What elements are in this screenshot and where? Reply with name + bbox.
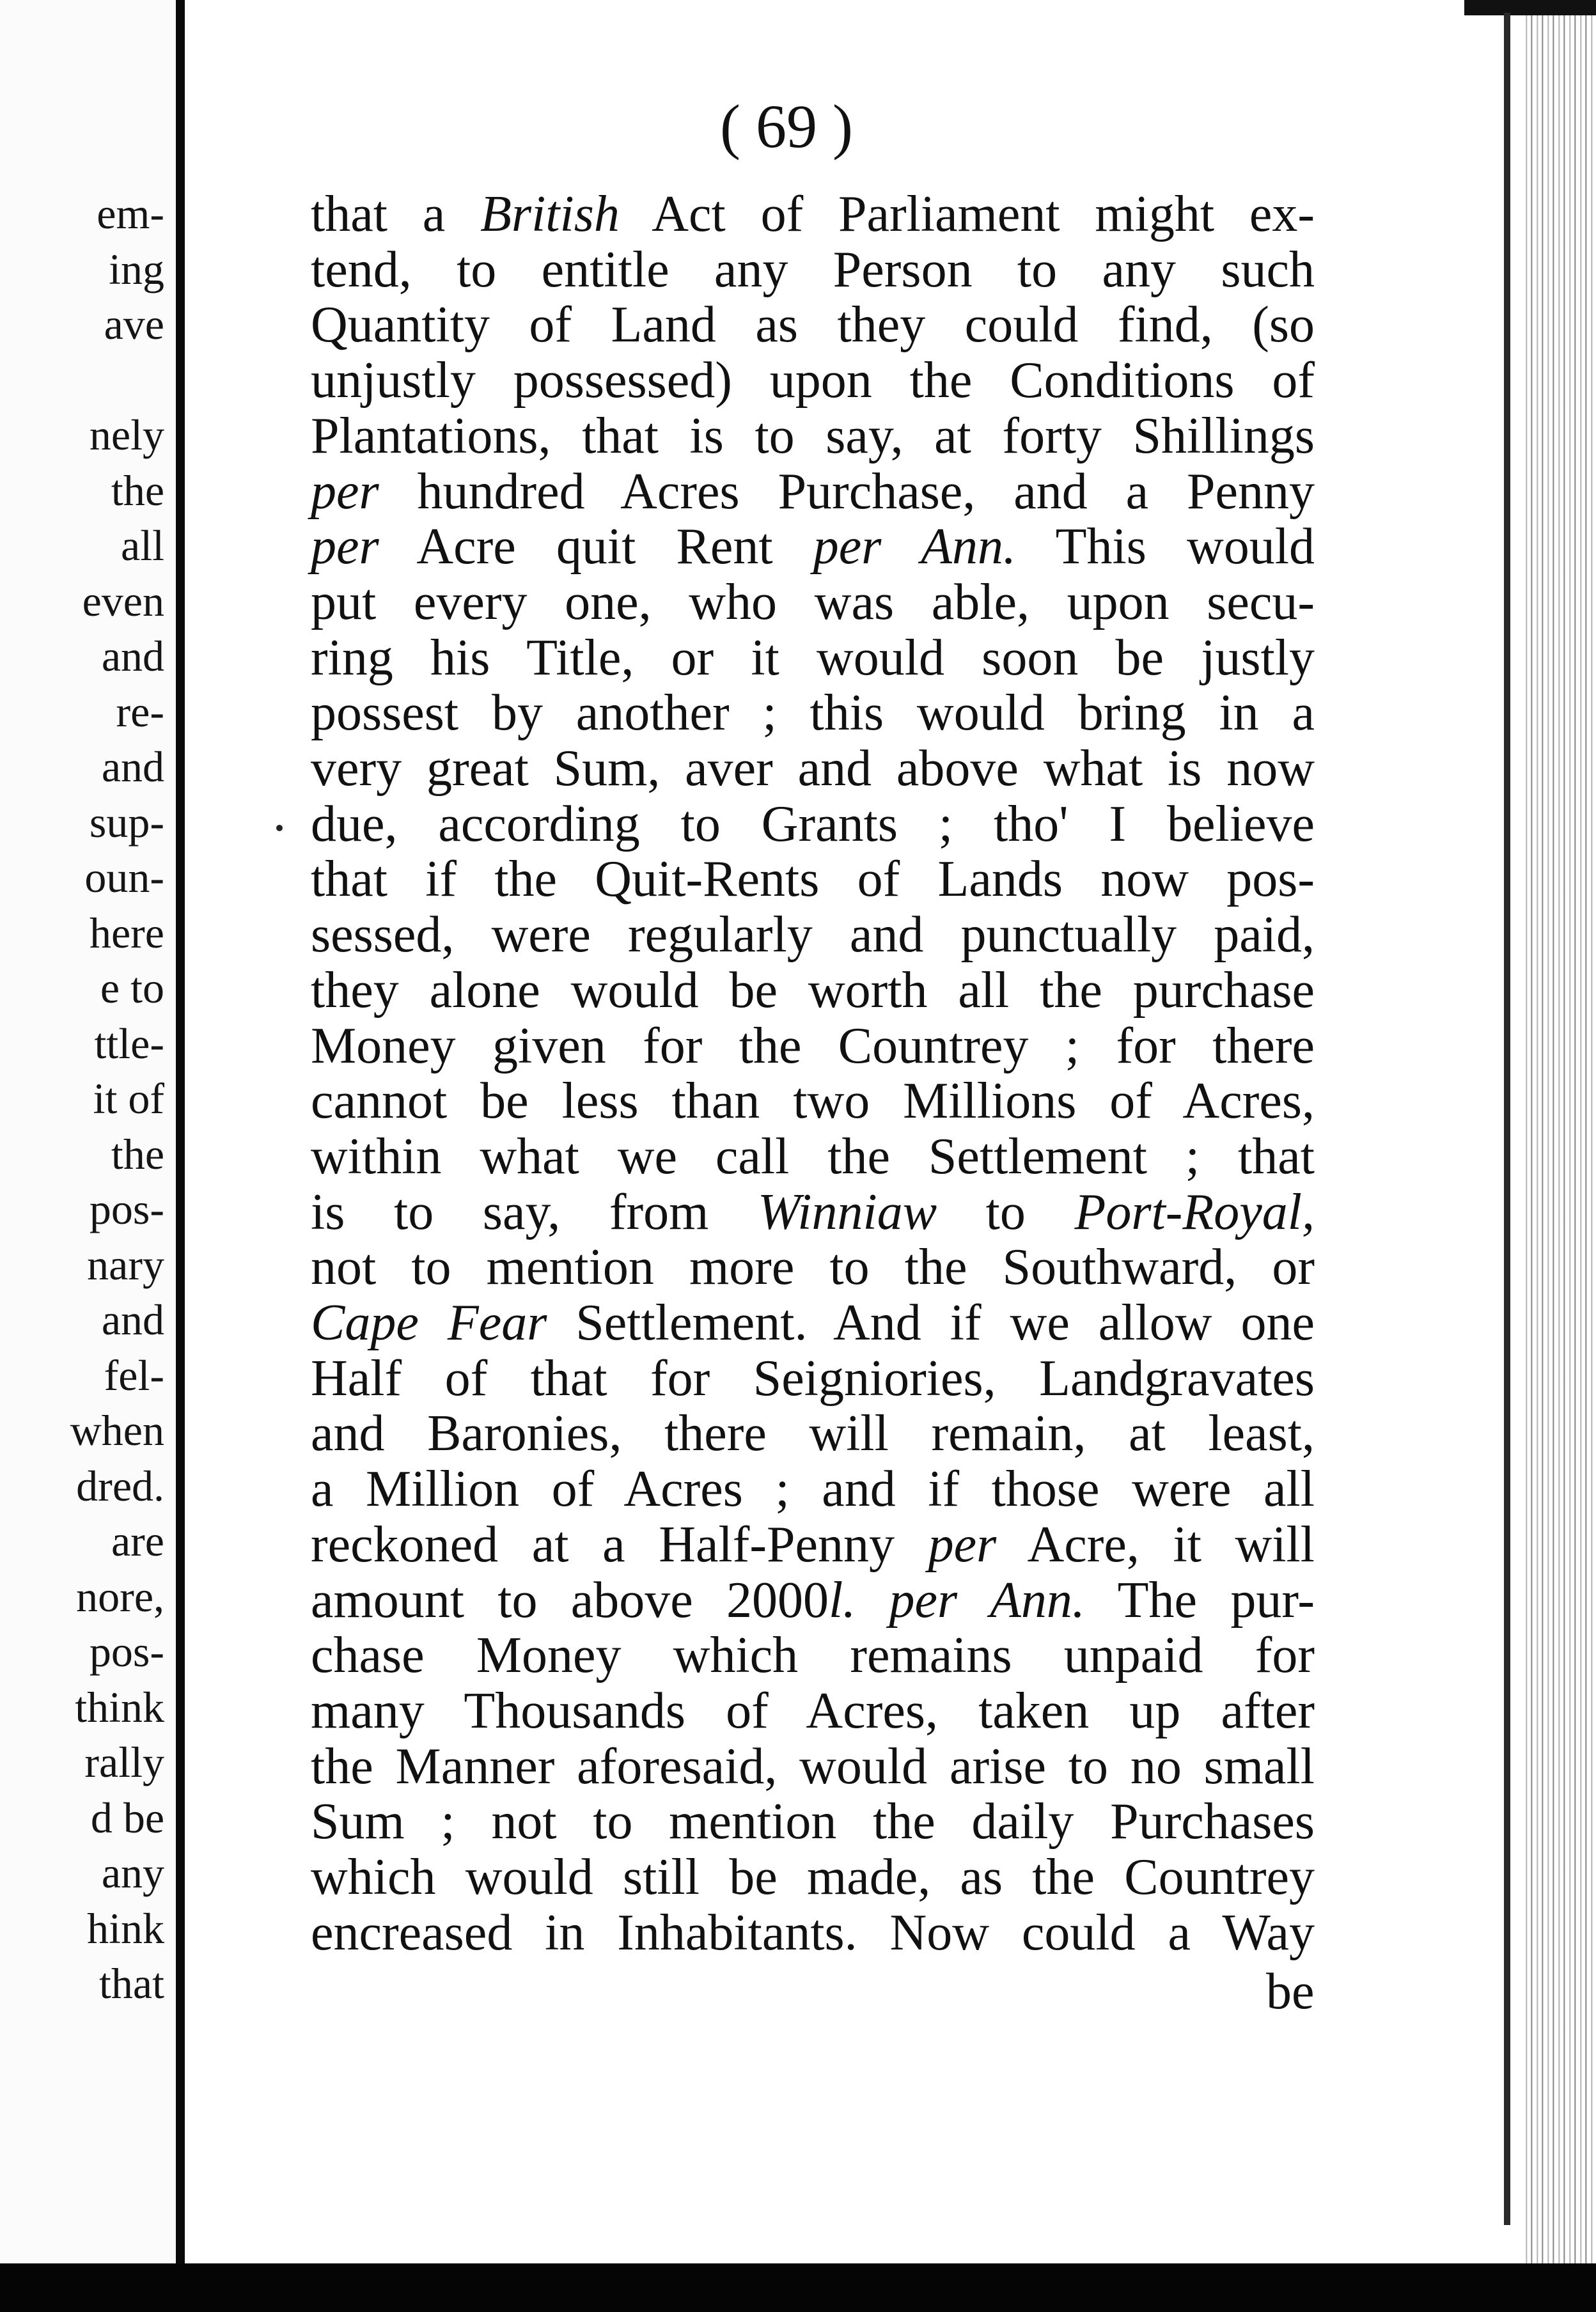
text-run: Settlement. And if we allow one [547, 1295, 1315, 1351]
page-edge-line [1504, 13, 1510, 2225]
facing-page-line: and [101, 632, 164, 680]
text-line [311, 1682, 1315, 1740]
facing-page-line: e to [100, 964, 164, 1012]
facing-page-line: think [75, 1682, 164, 1731]
facing-page-line: ave [104, 300, 164, 348]
italic-text-run: Cape Fear [311, 1295, 547, 1351]
text-run: Quantity of Land as they could find, (so [311, 297, 1315, 354]
text-run: which would still be made, as the Countrey [311, 1849, 1315, 1905]
text-run: Money given for the Countrey ; for there [311, 1017, 1315, 1074]
text-run: This would [1015, 519, 1315, 575]
facing-page-line: when [70, 1406, 164, 1455]
text-line [311, 1128, 1315, 1185]
text-line [311, 518, 1315, 575]
facing-page-line: oun- [84, 853, 164, 902]
page-edge-shadow [1464, 0, 1596, 15]
text-line [311, 1405, 1315, 1462]
text-run: within what we call the Settlement ; that [311, 1128, 1315, 1185]
facing-page-line: ttle- [94, 1019, 164, 1068]
italic-text-run: per [311, 519, 379, 575]
text-line [311, 1627, 1315, 1684]
text-line [311, 1072, 1315, 1130]
text-run: Sum ; not to mention the daily Purchases [311, 1793, 1315, 1850]
catchword: be [1266, 1964, 1315, 2020]
text-run: The pur- [1084, 1572, 1315, 1629]
facing-page-line: and [101, 742, 164, 791]
text-run: unjustly possessed) upon the Conditions of [311, 352, 1315, 409]
text-line [311, 1516, 1315, 1574]
facing-page-line: sup- [89, 797, 164, 847]
text-line [311, 185, 1315, 243]
facing-page-line: ing [109, 244, 164, 293]
ink-speck [276, 825, 283, 831]
text-line [311, 296, 1315, 354]
text-line [311, 463, 1315, 520]
italic-text-run: Port-Royal, [1074, 1183, 1315, 1240]
facing-page-line: that [99, 1959, 164, 2008]
page-number: ( 69 ) [720, 92, 853, 160]
facing-page-line: here [89, 908, 164, 957]
text-line [311, 574, 1315, 631]
facing-page-line: nary [87, 1240, 164, 1289]
text-line [311, 1738, 1315, 1795]
facing-page-line: are [111, 1517, 164, 1565]
text-run: amount to above 2000 [311, 1572, 829, 1629]
text-line [311, 850, 1315, 908]
text-run: the Manner aforesaid, would arise to no small [311, 1738, 1315, 1795]
text-run: reckoned at a Half-Penny [311, 1516, 928, 1573]
text-line [311, 795, 1315, 853]
facing-page-line: nely [89, 410, 164, 459]
italic-text-run: British [480, 186, 620, 242]
text-line [311, 1460, 1315, 1518]
text-run: sessed, were regularly and punctually paid, [311, 907, 1315, 964]
text-run: many Thousands of Acres, taken up after [311, 1682, 1315, 1739]
text-line [311, 962, 1315, 1019]
text-line [311, 906, 1315, 964]
italic-text-run: per [928, 1516, 997, 1573]
text-line [311, 1848, 1315, 1906]
facing-page-line: hink [87, 1903, 164, 1953]
text-run: possest by another ; this would bring in a [311, 685, 1315, 742]
text-line [311, 1294, 1315, 1352]
facing-page-line: the [111, 1129, 164, 1178]
text-run: Act of Parliament might ex- [619, 186, 1315, 242]
facing-page-line: nore, [76, 1572, 164, 1621]
text-run: a Million of Acres ; and if those were all [311, 1461, 1315, 1518]
italic-text-run: l. per Ann. [829, 1572, 1085, 1629]
text-run: chase Money which remains unpaid for [311, 1627, 1315, 1684]
text-line [311, 1017, 1315, 1075]
text-run: Half of that for Seigniories, Landgravates [311, 1350, 1315, 1407]
facing-page-line: and [101, 1295, 164, 1344]
facing-page-line: the [111, 465, 164, 515]
text-run: is to say, from [311, 1183, 758, 1240]
facing-page-line: rally [84, 1738, 164, 1786]
italic-text-run: per [311, 463, 379, 520]
text-run: due, according to Grants ; tho' I believe [311, 795, 1315, 852]
facing-page-line: dred. [76, 1461, 164, 1510]
facing-page-line: all [121, 521, 164, 570]
text-run: Acre quit Rent [379, 519, 813, 575]
facing-page-line: any [101, 1848, 164, 1897]
facing-page-line: d be [90, 1793, 164, 1842]
text-line [311, 1572, 1315, 1629]
text-line [311, 352, 1315, 409]
text-line [311, 1183, 1315, 1241]
text-line [311, 1793, 1315, 1850]
text-run: ring his Title, or it would soon be justly [311, 629, 1315, 686]
gutter-shadow [176, 0, 185, 2263]
text-run: encreased in Inhabitants. Now could a Way [311, 1904, 1315, 1961]
facing-page-fragment [0, 0, 176, 2263]
facing-page-line: pos- [89, 1627, 164, 1676]
text-run: Plantations, that is to say, at forty Shillings [311, 407, 1315, 464]
text-line [311, 1238, 1315, 1296]
text-run: Acre, it will [996, 1516, 1315, 1573]
text-run: put every one, who was able, upon secu- [311, 574, 1315, 630]
facing-page-line: pos- [89, 1185, 164, 1233]
facing-page-line: em- [97, 189, 164, 238]
italic-text-run: per Ann. [813, 519, 1016, 575]
text-line [311, 740, 1315, 797]
scan-border [0, 2263, 1596, 2312]
facing-page-line: re- [116, 687, 164, 736]
text-run: to [937, 1183, 1075, 1240]
text-line [311, 407, 1315, 465]
text-run: very great Sum, aver and above what is now [311, 740, 1315, 797]
text-line [311, 629, 1315, 687]
text-line [311, 1904, 1315, 1962]
page-fore-edge [1522, 0, 1596, 2263]
text-line [311, 241, 1315, 299]
italic-text-run: Winniaw [758, 1183, 937, 1240]
text-run: that a [311, 186, 481, 242]
text-run: that if the Quit-Rents of Lands now pos- [311, 851, 1315, 908]
text-run: they alone would be worth all the purchase [311, 962, 1315, 1019]
facing-page-line: fel- [104, 1350, 164, 1400]
text-run: cannot be less than two Millions of Acres, [311, 1073, 1315, 1130]
text-run: tend, to entitle any Person to any such [311, 241, 1315, 298]
text-line [311, 1350, 1315, 1407]
text-run: and Baronies, there will remain, at least, [311, 1405, 1315, 1462]
text-run: not to mention more to the Southward, or [311, 1239, 1315, 1296]
facing-page-line: it of [93, 1074, 164, 1123]
facing-page-line: even [82, 576, 164, 625]
text-run: hundred Acres Purchase, and a Penny [379, 463, 1315, 520]
text-line [311, 684, 1315, 742]
